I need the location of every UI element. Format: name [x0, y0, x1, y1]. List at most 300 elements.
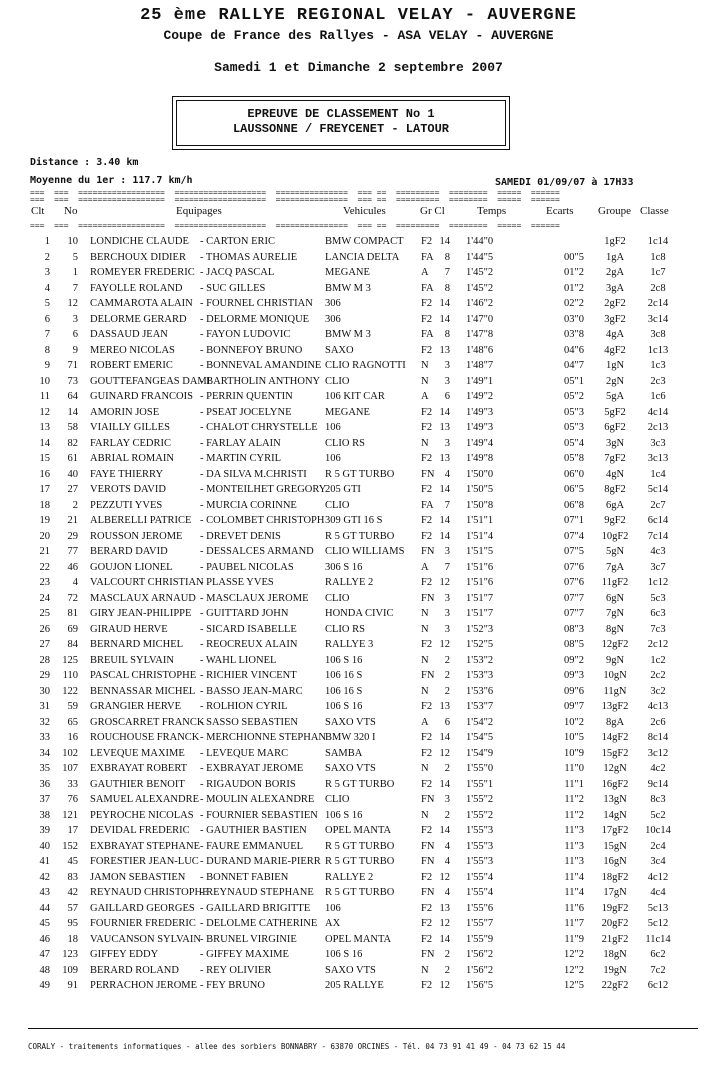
rank-cell: 41 — [39, 856, 50, 867]
stage-time-cell: 1'51"6 — [466, 561, 494, 573]
group-rank-cell: 1gN — [605, 360, 625, 371]
class-code-cell: 12 — [439, 871, 450, 883]
stage-time-cell: 1'55"0 — [466, 763, 494, 774]
group-rank-cell: 14gF2 — [601, 732, 629, 743]
class-rank-cell: 2c2 — [650, 670, 666, 681]
driver-cell: FAYE THIERRY — [90, 468, 164, 480]
gap-cell: 01"2 — [563, 267, 584, 278]
table-row — [0, 328, 717, 344]
codriver-cell: - FAURE EMMANUEL — [200, 840, 304, 852]
table-row — [0, 840, 717, 856]
table-row — [0, 607, 717, 623]
codriver-cell: - CARTON ERIC — [200, 236, 276, 247]
gap-cell: 09"2 — [563, 654, 584, 666]
rank-cell: 6 — [44, 313, 50, 325]
rank-cell: 4 — [44, 282, 50, 294]
class-rank-cell: 4c4 — [650, 887, 666, 898]
driver-cell: BERNARD MICHEL — [90, 639, 184, 650]
car-number-cell: 33 — [67, 778, 78, 790]
class-rank-cell: 1c4 — [650, 468, 666, 480]
group-rank-cell: 13gN — [603, 794, 627, 805]
group-code-cell: N — [421, 437, 429, 449]
class-code-cell: 2 — [444, 809, 450, 821]
driver-cell: GIRAUD HERVE — [90, 623, 168, 635]
table-row — [0, 437, 717, 453]
stage-route: LAUSSONNE / FREYCENET - LATOUR — [232, 122, 450, 136]
group-rank-cell: 9gN — [605, 654, 625, 666]
stage-time-cell: 1'55"2 — [466, 809, 494, 821]
class-rank-cell: 6c12 — [647, 980, 669, 991]
codriver-cell: - DREVET DENIS — [200, 530, 281, 542]
vehicle-cell: 106 S 16 — [325, 949, 363, 960]
codriver-cell: - CHALOT CHRYSTELLE — [200, 422, 318, 433]
rank-cell: 5 — [44, 298, 50, 309]
stage-time-cell: 1'53"3 — [466, 670, 494, 681]
gap-cell: 11"4 — [564, 887, 584, 898]
rank-cell: 35 — [39, 763, 50, 774]
vehicle-cell: RALLYE 3 — [325, 639, 374, 650]
results-timestamp: SAMEDI 01/09/07 à 17H33 — [495, 177, 634, 188]
stage-time-cell: 1'55"7 — [466, 918, 494, 929]
vehicle-cell: 205 RALLYE — [325, 980, 384, 991]
class-rank-cell: 9c14 — [647, 778, 669, 790]
class-rank-cell: 1c8 — [650, 251, 666, 263]
event-dates: Samedi 1 et Dimanche 2 septembre 2007 — [214, 60, 503, 75]
rank-cell: 19 — [39, 515, 50, 526]
gap-cell: 06"5 — [563, 484, 584, 495]
driver-cell: VEROTS DAVID — [90, 484, 166, 495]
vehicle-cell: BMW M 3 — [325, 329, 371, 340]
gap-cell: 07"7 — [563, 592, 584, 604]
group-rank-cell: 4gN — [605, 468, 625, 480]
header-clt: Clt — [31, 205, 45, 217]
rank-cell: 38 — [39, 809, 50, 821]
vehicle-cell: CLIO — [325, 499, 350, 511]
class-code-cell: 14 — [439, 530, 450, 542]
car-number-cell: 2 — [72, 499, 78, 511]
class-rank-cell: 3c7 — [650, 561, 666, 573]
class-code-cell: 2 — [444, 670, 450, 681]
group-code-cell: FN — [421, 468, 435, 480]
class-code-cell: 12 — [439, 639, 450, 650]
table-row — [0, 871, 717, 887]
driver-cell: EXBRAYAT STEPHANE — [90, 840, 200, 852]
rank-cell: 33 — [39, 732, 50, 743]
car-number-cell: 95 — [67, 918, 78, 929]
class-code-cell: 4 — [444, 468, 450, 480]
rank-cell: 45 — [39, 918, 50, 929]
rank-cell: 34 — [39, 747, 50, 759]
group-rank-cell: 11gF2 — [601, 577, 629, 588]
class-rank-cell: 1c2 — [650, 654, 666, 666]
rank-cell: 44 — [39, 902, 50, 914]
class-code-cell: 14 — [439, 732, 450, 743]
table-row — [0, 282, 717, 298]
stage-time-cell: 1'56"5 — [466, 980, 494, 991]
stage-time-cell: 1'55"1 — [466, 778, 494, 790]
gap-cell: 11"6 — [564, 902, 584, 914]
results-table — [0, 235, 717, 995]
stage-time-cell: 1'53"7 — [466, 701, 494, 712]
vehicle-cell: 106 S 16 — [325, 809, 363, 821]
rank-cell: 9 — [44, 360, 50, 371]
stage-time-cell: 1'55"4 — [466, 887, 494, 898]
group-rank-cell: 10gF2 — [601, 530, 629, 542]
codriver-cell: - SUC GILLES — [200, 282, 266, 294]
rank-cell: 28 — [39, 654, 50, 666]
group-rank-cell: 10gN — [603, 670, 627, 681]
group-code-cell: F2 — [421, 778, 433, 790]
table-row — [0, 514, 717, 530]
group-rank-cell: 3gN — [605, 437, 625, 449]
rank-cell: 47 — [39, 949, 50, 960]
group-code-cell: N — [421, 360, 429, 371]
car-number-cell: 4 — [72, 577, 78, 588]
stage-time-cell: 1'50"5 — [466, 484, 494, 495]
group-code-cell: F2 — [421, 406, 433, 418]
gap-cell: 12"5 — [563, 980, 584, 991]
codriver-cell: - FOURNEL CHRISTIAN — [200, 298, 313, 309]
car-number-cell: 152 — [62, 840, 78, 852]
car-number-cell: 5 — [72, 251, 78, 263]
gap-cell: 07"4 — [563, 530, 584, 542]
class-code-cell: 8 — [444, 251, 450, 263]
car-number-cell: 6 — [72, 329, 78, 340]
group-rank-cell: 7gN — [605, 608, 625, 619]
vehicle-cell: RALLYE 2 — [325, 577, 374, 588]
car-number-cell: 14 — [67, 406, 78, 418]
group-rank-cell: 2gN — [605, 375, 625, 387]
gap-cell: 03"8 — [563, 329, 584, 340]
group-rank-cell: 9gF2 — [604, 515, 626, 526]
rank-cell: 37 — [39, 794, 50, 805]
car-number-cell: 81 — [67, 608, 78, 619]
rank-cell: 43 — [39, 887, 50, 898]
class-rank-cell: 5c2 — [650, 809, 666, 821]
vehicle-cell: 106 16 S — [325, 670, 363, 681]
gap-cell: 07"5 — [563, 546, 584, 557]
class-rank-cell: 1c12 — [647, 577, 669, 588]
stage-time-cell: 1'49"4 — [466, 437, 494, 449]
car-number-cell: 109 — [62, 964, 78, 976]
class-code-cell: 14 — [439, 406, 450, 418]
gap-cell: 11"3 — [564, 840, 584, 852]
stage-time-cell: 1'53"6 — [466, 685, 494, 697]
driver-cell: ROUCHOUSE FRANCK — [90, 732, 200, 743]
table-row — [0, 452, 717, 468]
codriver-cell: - MERCHIONNE STEPHAN — [200, 732, 326, 743]
car-number-cell: 84 — [67, 639, 78, 650]
rank-cell: 21 — [39, 546, 50, 557]
car-number-cell: 29 — [67, 530, 78, 542]
driver-cell: FAYOLLE ROLAND — [90, 282, 183, 294]
car-number-cell: 21 — [67, 515, 78, 526]
stage-box — [172, 96, 510, 150]
group-rank-cell: 22gF2 — [601, 980, 629, 991]
class-code-cell: 13 — [439, 902, 450, 914]
car-number-cell: 76 — [67, 794, 78, 805]
driver-cell: EXBRAYAT ROBERT — [90, 763, 188, 774]
rank-cell: 40 — [39, 840, 50, 852]
class-rank-cell: 3c2 — [650, 685, 666, 697]
gap-cell: 10"9 — [563, 747, 584, 759]
driver-cell: GAUTHIER BENOIT — [90, 778, 185, 790]
table-row — [0, 251, 717, 267]
gap-cell: 07"7 — [563, 608, 584, 619]
vehicle-cell: BMW COMPACT — [325, 236, 404, 247]
class-rank-cell: 8c14 — [647, 732, 669, 743]
car-number-cell: 46 — [67, 561, 78, 573]
class-rank-cell: 1c3 — [650, 360, 666, 371]
class-code-cell: 14 — [439, 933, 450, 945]
group-rank-cell: 12gF2 — [601, 639, 629, 650]
gap-cell: 11"7 — [564, 918, 584, 929]
car-number-cell: 64 — [67, 391, 78, 402]
class-rank-cell: 2c3 — [650, 375, 666, 387]
group-code-cell: F2 — [421, 515, 433, 526]
class-rank-cell: 1c6 — [650, 391, 666, 402]
stage-time-cell: 1'55"3 — [466, 840, 494, 852]
stage-time-cell: 1'51"1 — [466, 515, 494, 526]
group-code-cell: F2 — [421, 453, 433, 464]
group-code-cell: N — [421, 763, 429, 774]
group-rank-cell: 18gN — [603, 949, 627, 960]
codriver-cell: - MURCIA CORINNE — [200, 499, 297, 511]
car-number-cell: 102 — [62, 747, 78, 759]
driver-cell: GIRY JEAN-PHILIPPE — [90, 608, 192, 619]
table-row — [0, 297, 717, 313]
driver-cell: FARLAY CEDRIC — [90, 437, 172, 449]
class-code-cell: 4 — [444, 840, 450, 852]
gap-cell: 05"8 — [563, 453, 584, 464]
driver-cell: VIAILLY GILLES — [90, 422, 170, 433]
stage-time-cell: 1'52"3 — [466, 623, 494, 635]
rank-cell: 15 — [39, 453, 50, 464]
gap-cell: 11"3 — [564, 856, 584, 867]
gap-cell: 11"2 — [564, 794, 584, 805]
driver-cell: MASCLAUX ARNAUD — [90, 592, 196, 604]
driver-cell: GUINARD FRANCOIS — [90, 391, 193, 402]
class-code-cell: 3 — [444, 360, 450, 371]
table-row — [0, 902, 717, 918]
vehicle-cell: CLIO RS — [325, 623, 365, 635]
gap-cell: 05"3 — [563, 422, 584, 433]
vehicle-cell: CLIO — [325, 592, 350, 604]
class-code-cell: 3 — [444, 546, 450, 557]
class-rank-cell: 2c6 — [650, 716, 666, 728]
driver-cell: JAMON SEBASTIEN — [90, 871, 186, 883]
codriver-cell: - FAYON LUDOVIC — [200, 329, 291, 340]
car-number-cell: 83 — [67, 871, 78, 883]
table-row — [0, 483, 717, 499]
vehicle-cell: CLIO RAGNOTTI — [325, 360, 406, 371]
vehicle-cell: 306 — [325, 298, 341, 309]
car-number-cell: 123 — [62, 949, 78, 960]
rank-cell: 22 — [39, 561, 50, 573]
group-code-cell: FA — [421, 499, 434, 511]
car-number-cell: 59 — [67, 701, 78, 712]
rank-cell: 17 — [39, 484, 50, 495]
gap-cell: 07"6 — [563, 577, 584, 588]
driver-cell: BENNASSAR MICHEL — [90, 685, 196, 697]
header-grcl: Gr Cl — [420, 205, 445, 217]
group-rank-cell: 6gN — [605, 592, 625, 604]
gap-cell: 03"0 — [563, 313, 584, 325]
car-number-cell: 40 — [67, 468, 78, 480]
class-code-cell: 6 — [444, 716, 450, 728]
class-rank-cell: 2c14 — [647, 298, 669, 309]
stage-time-cell: 1'55"6 — [466, 902, 494, 914]
driver-cell: PEZZUTI YVES — [90, 499, 163, 511]
codriver-cell: - LEVEQUE MARC — [200, 747, 289, 759]
class-rank-cell: 1c14 — [647, 236, 669, 247]
codriver-cell: - BONNEFOY BRUNO — [200, 344, 303, 356]
class-rank-cell: 2c12 — [647, 639, 669, 650]
driver-cell: GIFFEY EDDY — [90, 949, 159, 960]
group-code-cell: N — [421, 654, 429, 666]
car-number-cell: 12 — [67, 298, 78, 309]
stage-time-cell: 1'54"2 — [466, 716, 494, 728]
codriver-cell: - DELORME MONIQUE — [200, 313, 310, 325]
rank-cell: 1 — [44, 236, 50, 247]
table-row — [0, 964, 717, 980]
vehicle-cell: 205 GTI — [325, 484, 361, 495]
class-rank-cell: 7c2 — [650, 964, 666, 976]
rank-cell: 30 — [39, 685, 50, 697]
class-rank-cell: 3c3 — [650, 437, 666, 449]
codriver-cell: - MONTEILHET GREGORY — [200, 484, 327, 495]
codriver-cell: - REYNAUD STEPHANE — [200, 887, 314, 898]
vehicle-cell: HONDA CIVIC — [325, 608, 394, 619]
table-row — [0, 638, 717, 654]
group-code-cell: FA — [421, 251, 434, 263]
rank-cell: 11 — [39, 391, 50, 402]
stage-time-cell: 1'49"3 — [466, 406, 494, 418]
group-rank-cell: 16gN — [603, 856, 627, 867]
codriver-cell: - PAUBEL NICOLAS — [200, 561, 294, 573]
driver-cell: GAILLARD GEORGES — [90, 902, 195, 914]
header-rule-top-2: === === ================== =================== =============== === == ========= ======== ===== ====== — [30, 195, 560, 204]
driver-cell: ROUSSON JEROME — [90, 530, 183, 542]
group-code-cell: F2 — [421, 732, 433, 743]
class-code-cell: 6 — [444, 391, 450, 402]
group-code-cell: F2 — [421, 918, 433, 929]
vehicle-cell: SAXO — [325, 344, 354, 356]
table-row — [0, 576, 717, 592]
group-code-cell: N — [421, 375, 429, 387]
table-row — [0, 375, 717, 391]
driver-cell: ROBERT EMERIC — [90, 360, 173, 371]
gap-cell: 09"6 — [563, 685, 584, 697]
vehicle-cell: 106 KIT CAR — [325, 391, 385, 402]
gap-cell: 10"2 — [563, 716, 584, 728]
group-rank-cell: 13gF2 — [601, 701, 629, 712]
vehicle-cell: 306 — [325, 313, 341, 325]
class-rank-cell: 5c13 — [647, 902, 669, 914]
codriver-cell: - REOCREUX ALAIN — [200, 639, 298, 650]
driver-cell: ROMEYER FREDERIC — [90, 267, 195, 278]
class-rank-cell: 4c14 — [647, 406, 669, 418]
vehicle-cell: SAMBA — [325, 747, 363, 759]
group-rank-cell: 7gF2 — [604, 453, 626, 464]
group-rank-cell: 8gA — [605, 716, 625, 728]
class-code-cell: 13 — [439, 453, 450, 464]
stage-time-cell: 1'56"2 — [466, 964, 494, 976]
table-row — [0, 685, 717, 701]
driver-cell: BERARD DAVID — [90, 546, 168, 557]
codriver-cell: - MOULIN ALEXANDRE — [200, 794, 315, 805]
rank-cell: 23 — [39, 577, 50, 588]
gap-cell: 02"2 — [563, 298, 584, 309]
codriver-cell: - WAHL LIONEL — [200, 654, 277, 666]
group-code-cell: FA — [421, 282, 434, 294]
header-time: Temps — [477, 205, 507, 217]
table-row — [0, 731, 717, 747]
codriver-cell: - RICHIER VINCENT — [200, 670, 297, 681]
gap-cell: 05"2 — [563, 391, 584, 402]
rank-cell: 16 — [39, 468, 50, 480]
table-row — [0, 855, 717, 871]
group-rank-cell: 12gN — [603, 763, 627, 774]
group-code-cell: FN — [421, 592, 435, 604]
codriver-cell: - DELOLME CATHERINE — [200, 918, 318, 929]
vehicle-cell: LANCIA DELTA — [325, 251, 400, 263]
table-row — [0, 654, 717, 670]
group-code-cell: A — [421, 267, 429, 278]
gap-cell: 05"3 — [563, 406, 584, 418]
group-code-cell: N — [421, 623, 429, 635]
stage-time-cell: 1'51"6 — [466, 577, 494, 588]
vehicle-cell: 106 — [325, 902, 341, 914]
group-rank-cell: 6gA — [605, 499, 625, 511]
class-rank-cell: 5c14 — [647, 484, 669, 495]
group-code-cell: F2 — [421, 825, 433, 836]
group-rank-cell: 8gN — [605, 623, 625, 635]
vehicle-cell: 106 — [325, 453, 341, 464]
table-row — [0, 933, 717, 949]
group-code-cell: FN — [421, 887, 435, 898]
vehicle-cell: BMW 320 I — [325, 732, 376, 743]
group-code-cell: F2 — [421, 422, 433, 433]
group-code-cell: N — [421, 809, 429, 821]
driver-cell: DEVIDAL FREDERIC — [90, 825, 190, 836]
vehicle-cell: MEGANE — [325, 406, 370, 418]
stage-time-cell: 1'53"2 — [466, 654, 494, 666]
table-row — [0, 592, 717, 608]
car-number-cell: 7 — [72, 282, 78, 294]
class-code-cell: 8 — [444, 329, 450, 340]
vehicle-cell: 306 S 16 — [325, 561, 363, 573]
table-row — [0, 948, 717, 964]
class-code-cell: 14 — [439, 236, 450, 247]
gap-cell: 11"9 — [564, 933, 584, 945]
group-code-cell: N — [421, 608, 429, 619]
stage-box-inner — [176, 100, 506, 146]
rank-cell: 12 — [39, 406, 50, 418]
codriver-cell: - MASCLAUX JEROME — [200, 592, 309, 604]
stage-time-cell: 1'46"2 — [466, 298, 494, 309]
gap-cell: 08"3 — [563, 623, 584, 635]
group-rank-cell: 20gF2 — [601, 918, 629, 929]
car-number-cell: 1 — [72, 267, 78, 278]
vehicle-cell: R 5 GT TURBO — [325, 840, 395, 852]
class-rank-cell: 4c12 — [647, 871, 669, 883]
class-code-cell: 3 — [444, 437, 450, 449]
group-rank-cell: 3gA — [605, 282, 625, 294]
vehicle-cell: OPEL MANTA — [325, 933, 392, 945]
vehicle-cell: R 5 GT TURBO — [325, 778, 395, 790]
group-rank-cell: 11gN — [603, 685, 627, 697]
